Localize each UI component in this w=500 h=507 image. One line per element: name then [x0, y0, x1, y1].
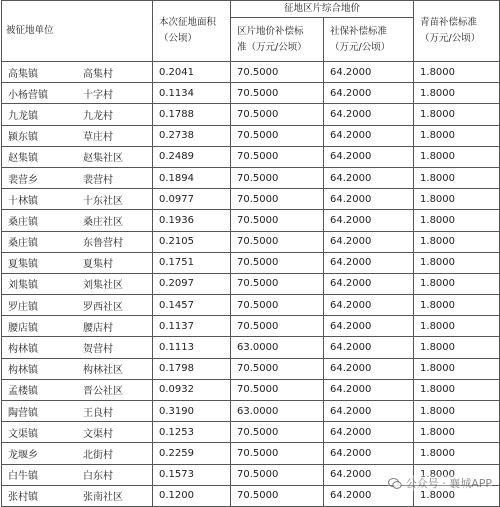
cell-social: 64.2000 [324, 316, 414, 337]
header-social-unit: （万元/公顷） [330, 41, 391, 53]
cell-town: 九龙镇 [2, 104, 77, 125]
cell-area: 0.2259 [153, 443, 231, 464]
cell-area: 0.1751 [153, 252, 231, 273]
cell-area: 0.0977 [153, 189, 231, 210]
cell-land: 63.0000 [231, 401, 324, 422]
cell-village: 东鲁营村 [77, 231, 153, 252]
cell-social: 64.2000 [324, 189, 414, 210]
cell-crop: 1.8000 [414, 337, 500, 358]
cell-town: 龙堰乡 [2, 443, 77, 464]
table-row [2, 189, 500, 210]
cell-land: 70.5000 [231, 62, 324, 83]
header-crop [414, 1, 500, 62]
cell-village: 十东社区 [77, 189, 153, 210]
cell-area: 0.2105 [153, 231, 231, 252]
table-row [2, 210, 500, 231]
cell-land: 70.5000 [231, 231, 324, 252]
cell-village: 贺营村 [77, 337, 153, 358]
cell-land: 70.5000 [231, 464, 324, 485]
cell-village: 高集村 [77, 62, 153, 83]
header-unit: 被征地单位 [2, 1, 153, 62]
table-row [2, 358, 500, 379]
cell-social: 64.2000 [324, 401, 414, 422]
table-row [2, 146, 500, 167]
cell-crop: 1.8000 [414, 422, 500, 443]
table-row [2, 337, 500, 358]
table-row [2, 316, 500, 337]
cell-town: 桑庄镇 [2, 231, 77, 252]
table-row [2, 252, 500, 273]
cell-social: 64.2000 [324, 62, 414, 83]
table-row [2, 167, 500, 188]
cell-area: 0.1457 [153, 295, 231, 316]
table-row [2, 83, 500, 104]
cell-village: 赵集社区 [77, 146, 153, 167]
watermark [388, 475, 492, 491]
cell-town: 颍东镇 [2, 125, 77, 146]
cell-area: 0.2041 [153, 62, 231, 83]
cell-land: 70.5000 [231, 252, 324, 273]
cell-social: 64.2000 [324, 273, 414, 294]
cell-town: 陶营镇 [2, 401, 77, 422]
cell-area: 0.1788 [153, 104, 231, 125]
cell-town: 罗庄镇 [2, 295, 77, 316]
cell-village: 裴营村 [77, 167, 153, 188]
cell-town: 孟楼镇 [2, 379, 77, 400]
cell-land: 70.5000 [231, 358, 324, 379]
header-crop-unit: （万元/公顷） [420, 33, 481, 44]
table-row [2, 422, 500, 443]
header-land-price-label: 区片地价补偿标 [237, 25, 304, 37]
cell-village: 腰店村 [77, 316, 153, 337]
cell-town: 小杨营镇 [2, 83, 77, 104]
table-row [2, 379, 500, 400]
cell-area: 0.1253 [153, 422, 231, 443]
cell-area: 0.2097 [153, 273, 231, 294]
cell-area: 0.1200 [153, 485, 231, 506]
cell-crop: 1.8000 [414, 273, 500, 294]
cell-village: 白东村 [77, 464, 153, 485]
header-social [324, 18, 414, 62]
table-row [2, 231, 500, 252]
cell-town: 高集镇 [2, 62, 77, 83]
cell-village: 九龙村 [77, 104, 153, 125]
cell-social: 64.2000 [324, 83, 414, 104]
cell-town: 赵集镇 [2, 146, 77, 167]
cell-social: 64.2000 [324, 295, 414, 316]
cell-area: 0.1137 [153, 316, 231, 337]
header-land-price [231, 18, 324, 62]
cell-crop: 1.8000 [414, 231, 500, 252]
header-social-label: 社保补偿标准 [330, 25, 388, 37]
cell-social: 64.2000 [324, 167, 414, 188]
cell-social: 64.2000 [324, 443, 414, 464]
cell-area: 0.1894 [153, 167, 231, 188]
cell-crop: 1.8000 [414, 316, 500, 337]
header-crop-label: 青苗补偿标准 [420, 17, 478, 28]
header-group: 征地区片综合地价 [231, 1, 414, 18]
cell-area: 0.1573 [153, 464, 231, 485]
cell-town: 构林镇 [2, 358, 77, 379]
cell-village: 晋公社区 [77, 379, 153, 400]
cell-social: 64.2000 [324, 485, 414, 506]
cell-land: 70.5000 [231, 379, 324, 400]
cell-area: 0.0932 [153, 379, 231, 400]
cell-village: 十字村 [77, 83, 153, 104]
cell-crop: 1.8000 [414, 464, 500, 485]
header-land-price-unit: 准（万元/公顷） [237, 41, 307, 53]
table-row [2, 443, 500, 464]
watermark-text: 公众号 · 襄城APP [405, 477, 492, 490]
cell-town: 刘集镇 [2, 273, 77, 294]
cell-area: 0.2489 [153, 146, 231, 167]
cell-area: 0.1798 [153, 358, 231, 379]
cell-social: 64.2000 [324, 210, 414, 231]
cell-social: 64.2000 [324, 337, 414, 358]
cell-village: 构林社区 [77, 358, 153, 379]
cell-crop: 1.8000 [414, 146, 500, 167]
cell-town: 张村镇 [2, 485, 77, 506]
cell-crop: 1.8000 [414, 379, 500, 400]
cell-area: 0.2738 [153, 125, 231, 146]
cell-village: 夏集村 [77, 252, 153, 273]
cell-area: 0.1113 [153, 337, 231, 358]
cell-land: 70.5000 [231, 83, 324, 104]
cell-town: 裴营乡 [2, 167, 77, 188]
table-row [2, 62, 500, 83]
cell-village: 王良村 [77, 401, 153, 422]
cell-crop: 1.8000 [414, 62, 500, 83]
cell-land: 70.5000 [231, 210, 324, 231]
table-body [2, 62, 500, 507]
cell-crop: 1.8000 [414, 358, 500, 379]
cell-land: 70.5000 [231, 422, 324, 443]
cell-land: 70.5000 [231, 485, 324, 506]
cell-land: 70.5000 [231, 167, 324, 188]
cell-village: 桑庄社区 [77, 210, 153, 231]
cell-town: 夏集镇 [2, 252, 77, 273]
cell-land: 70.5000 [231, 443, 324, 464]
cell-area: 0.1936 [153, 210, 231, 231]
cell-village: 罗西社区 [77, 295, 153, 316]
cell-crop: 1.8000 [414, 485, 500, 506]
cell-land: 70.5000 [231, 273, 324, 294]
cell-village: 刘集社区 [77, 273, 153, 294]
cell-land: 70.5000 [231, 146, 324, 167]
cell-social: 64.2000 [324, 358, 414, 379]
table-row [2, 125, 500, 146]
cell-village: 草庄村 [77, 125, 153, 146]
table-row [2, 273, 500, 294]
cell-crop: 1.8000 [414, 189, 500, 210]
cell-crop: 1.8000 [414, 83, 500, 104]
cell-village: 北街村 [77, 443, 153, 464]
cell-social: 64.2000 [324, 146, 414, 167]
cell-town: 十林镇 [2, 189, 77, 210]
cell-land: 63.0000 [231, 337, 324, 358]
table-row [2, 104, 500, 125]
cell-town: 白牛镇 [2, 464, 77, 485]
cell-social: 64.2000 [324, 125, 414, 146]
cell-social: 64.2000 [324, 464, 414, 485]
table-row [2, 401, 500, 422]
cell-crop: 1.8000 [414, 443, 500, 464]
header-area [153, 1, 231, 62]
table-row [2, 295, 500, 316]
cell-town: 桑庄镇 [2, 210, 77, 231]
cell-land: 70.5000 [231, 295, 324, 316]
cell-crop: 1.8000 [414, 104, 500, 125]
cell-social: 64.2000 [324, 379, 414, 400]
cell-village: 文渠村 [77, 422, 153, 443]
cell-social: 64.2000 [324, 252, 414, 273]
cell-social: 64.2000 [324, 422, 414, 443]
cell-town: 构林镇 [2, 337, 77, 358]
cell-crop: 1.8000 [414, 167, 500, 188]
cell-land: 70.5000 [231, 104, 324, 125]
land-compensation-table [1, 0, 500, 507]
cell-area: 0.1134 [153, 83, 231, 104]
wechat-icon [388, 478, 402, 489]
cell-land: 70.5000 [231, 316, 324, 337]
cell-village: 张南社区 [77, 485, 153, 506]
cell-crop: 1.8000 [414, 210, 500, 231]
header-area-label: 本次征地面积 [159, 17, 217, 28]
cell-crop: 1.8000 [414, 125, 500, 146]
cell-area: 0.3190 [153, 401, 231, 422]
cell-crop: 1.8000 [414, 295, 500, 316]
cell-crop: 1.8000 [414, 401, 500, 422]
cell-social: 64.2000 [324, 231, 414, 252]
cell-crop: 1.8000 [414, 252, 500, 273]
cell-land: 70.5000 [231, 189, 324, 210]
cell-social: 64.2000 [324, 104, 414, 125]
cell-town: 文渠镇 [2, 422, 77, 443]
cell-town: 腰店镇 [2, 316, 77, 337]
cell-land: 70.5000 [231, 125, 324, 146]
header-area-unit: （公顷） [159, 33, 198, 44]
